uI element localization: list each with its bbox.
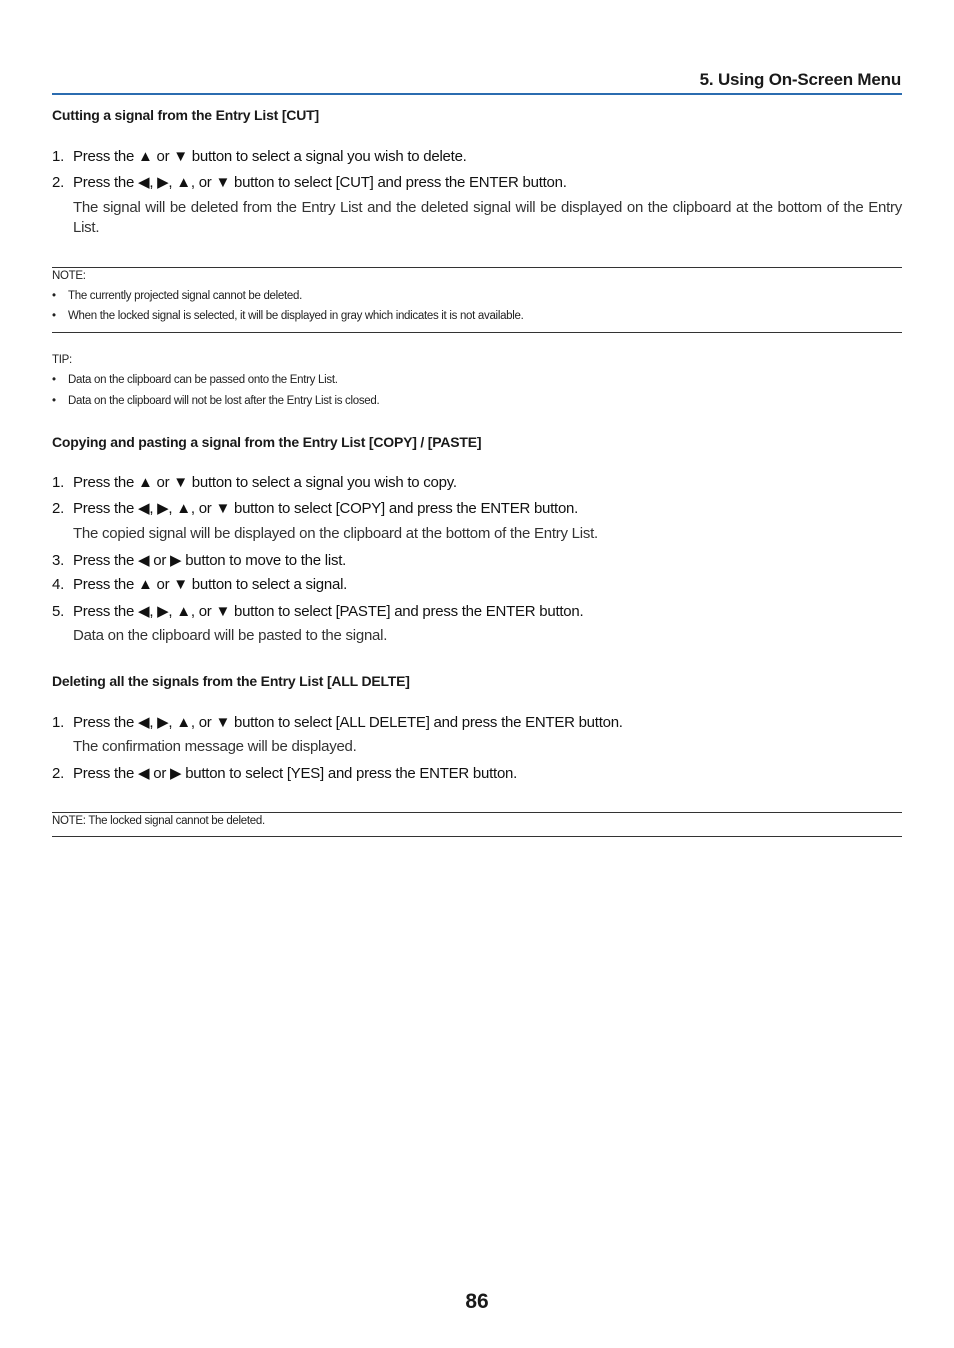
cut-step-2 bbox=[52, 173, 567, 191]
step-text: Press the ▲ or ▼ button to select a signal you wish to delete. bbox=[73, 148, 467, 165]
step-text: Press the ◀ or ▶ button to select [YES] and press the ENTER button. bbox=[73, 765, 518, 782]
page-number: 86 bbox=[465, 1290, 489, 1313]
step-text: Press the ◀ or ▶ button to move to the list. bbox=[73, 552, 347, 569]
note-item: • The currently projected signal cannot be deleted. bbox=[52, 290, 302, 302]
delete-all-description: The confirmation message will be displayed. bbox=[73, 738, 357, 755]
paste-description: Data on the clipboard will be pasted to the signal. bbox=[73, 627, 388, 644]
note-bottom-rule bbox=[52, 332, 902, 333]
copy-step-5 bbox=[52, 602, 583, 620]
note-item: • When the locked signal is selected, it will be displayed in gray which indicates it is not available. bbox=[52, 310, 524, 322]
step-text: Press the ◀, ▶, ▲, or ▼ button to select [ALL DELETE] and press the ENTER button. bbox=[73, 714, 623, 731]
header-title: 5. Using On-Screen Menu bbox=[699, 70, 901, 89]
bullet-icon: • bbox=[52, 290, 56, 302]
copy-step-1 bbox=[52, 474, 457, 491]
delete-all-step-2 bbox=[52, 764, 517, 782]
tip-item: • Data on the clipboard can be passed onto the Entry List. bbox=[52, 374, 338, 386]
copy-step-3 bbox=[52, 551, 346, 569]
step-text: Press the ◀, ▶, ▲, or ▼ button to select [CUT] and press the ENTER button. bbox=[73, 174, 567, 191]
tip-label: TIP: bbox=[52, 354, 72, 366]
step-number: 1. bbox=[52, 148, 65, 165]
step-number: 2. bbox=[52, 500, 65, 517]
step-text: Press the ◀, ▶, ▲, or ▼ button to select [PASTE] and press the ENTER button. bbox=[73, 603, 584, 620]
step-text: Press the ▲ or ▼ button to select a signal you wish to copy. bbox=[73, 474, 457, 491]
step-number: 4. bbox=[52, 576, 65, 593]
step-number: 3. bbox=[52, 552, 65, 569]
note-top-rule bbox=[52, 267, 902, 268]
copy-step-2 bbox=[52, 499, 578, 517]
step-text: Press the ◀, ▶, ▲, or ▼ button to select [COPY] and press the ENTER button. bbox=[73, 500, 579, 517]
note2-top-rule bbox=[52, 812, 902, 813]
copy-description: The copied signal will be displayed on the clipboard at the bottom of the Entry List. bbox=[73, 525, 598, 542]
note-label: NOTE: bbox=[52, 270, 86, 282]
step-number: 1. bbox=[52, 474, 65, 491]
delete-all-heading: Deleting all the signals from the Entry List [ALL DELTE] bbox=[52, 673, 410, 689]
step-number: 2. bbox=[52, 174, 65, 191]
cut-description: The signal will be deleted from the Entry List and the deleted signal will be displayed on the clipboard at the bottom of the Entry List. bbox=[73, 199, 902, 236]
step-number: 5. bbox=[52, 603, 65, 620]
header-rule bbox=[52, 93, 902, 95]
step-number: 2. bbox=[52, 765, 65, 782]
bullet-icon: • bbox=[52, 374, 56, 386]
tip-item: • Data on the clipboard will not be lost after the Entry List is closed. bbox=[52, 395, 380, 407]
copy-step-4 bbox=[52, 576, 347, 593]
cut-step-1 bbox=[52, 148, 467, 165]
delete-all-step-1 bbox=[52, 713, 623, 731]
note2-text: NOTE: The locked signal cannot be deleted. bbox=[52, 815, 265, 827]
bullet-icon: • bbox=[52, 395, 56, 407]
bullet-icon: • bbox=[52, 310, 56, 322]
copy-heading: Copying and pasting a signal from the Entry List [COPY] / [PASTE] bbox=[52, 434, 482, 450]
step-number: 1. bbox=[52, 714, 65, 731]
note2-bottom-rule bbox=[52, 836, 902, 837]
cut-heading: Cutting a signal from the Entry List [CUT] bbox=[52, 107, 319, 123]
step-text: Press the ▲ or ▼ button to select a signal. bbox=[73, 576, 348, 593]
